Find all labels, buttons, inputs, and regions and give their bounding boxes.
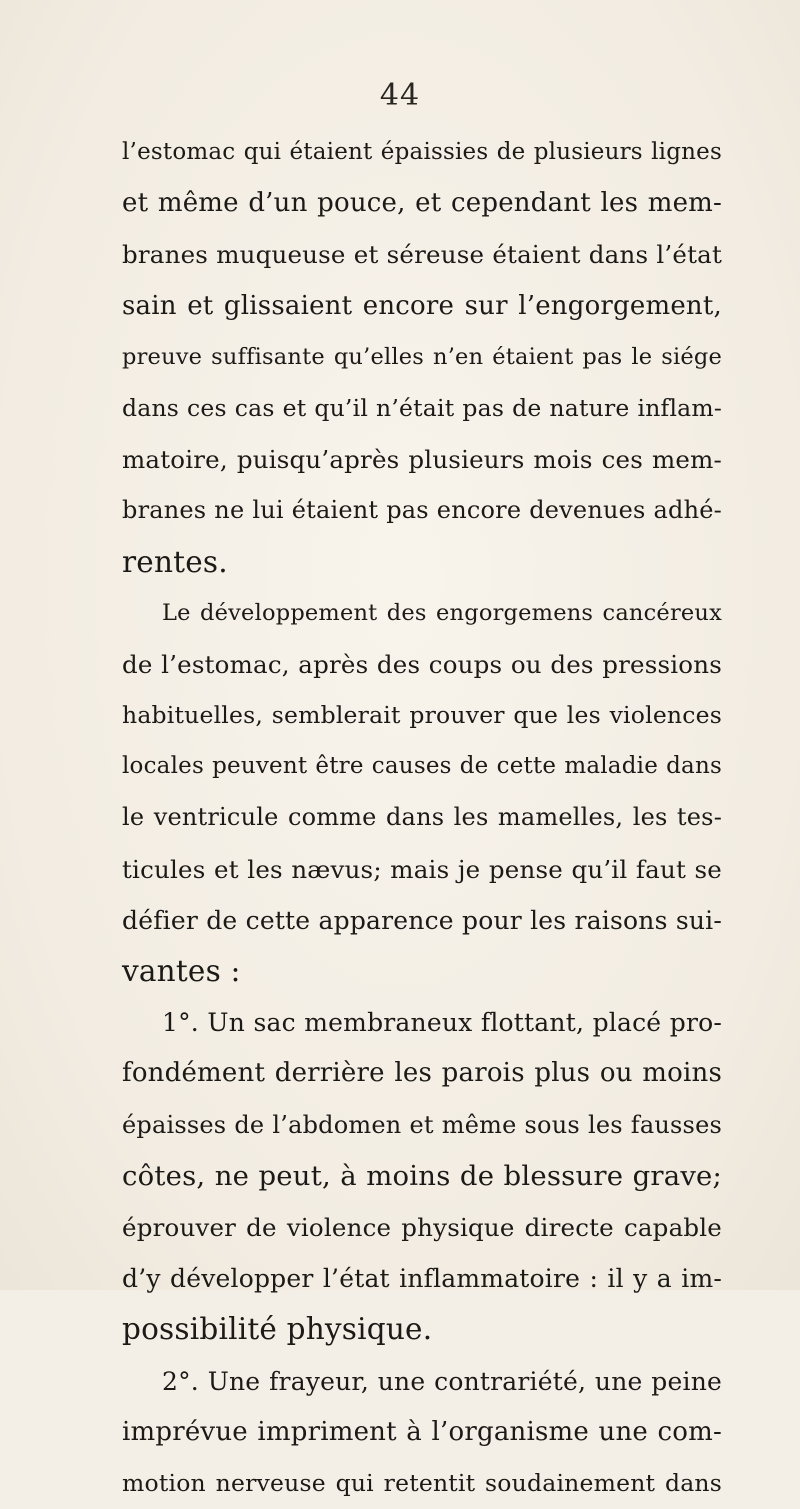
text-line: l’estomac qui étaient épaissies de plusieurs lignes bbox=[122, 139, 722, 165]
text-line: côtes, ne peut, à moins de blessure grave; bbox=[122, 1159, 722, 1192]
text-line: épaisses de l’abdomen et même sous les fausses bbox=[122, 1110, 722, 1139]
page-number: 44 bbox=[379, 78, 421, 113]
text-line: sain et glissaient encore sur l’engorgement, bbox=[122, 290, 722, 321]
text-line: rentes. bbox=[122, 544, 228, 579]
text-line: branes ne lui étaient pas encore devenues adhé- bbox=[122, 496, 722, 525]
text-line: locales peuvent être causes de cette maladie dans bbox=[122, 753, 722, 780]
text-line: fondément derrière les parois plus ou moins bbox=[122, 1058, 722, 1089]
text-line: et même d’un pouce, et cependant les mem- bbox=[122, 188, 722, 219]
text-line: motion nerveuse qui retentit soudainement dans bbox=[122, 1468, 722, 1497]
text-line: le ventricule comme dans les mamelles, les tes- bbox=[122, 803, 722, 832]
text-line: Le développement des engorgemens cancéreux bbox=[162, 599, 722, 626]
text-line: vantes : bbox=[122, 954, 241, 988]
text-line: défier de cette apparence pour les raisons sui- bbox=[122, 905, 722, 935]
text-line: ticules et les nævus; mais je pense qu’il faut se bbox=[122, 854, 722, 884]
text-line: branes muqueuse et séreuse étaient dans l’état bbox=[122, 240, 722, 270]
text-line: possibilité physique. bbox=[122, 1312, 433, 1347]
text-line: imprévue impriment à l’organisme une com- bbox=[122, 1416, 722, 1447]
text-line: de l’estomac, après des coups ou des pressions bbox=[122, 649, 722, 679]
text-line: éprouver de violence physique directe capable bbox=[122, 1212, 722, 1242]
text-line: habituelles, semblerait prouver que les violences bbox=[122, 701, 722, 730]
text-line: 1°. Un sac membraneux flottant, placé pro- bbox=[162, 1008, 722, 1038]
text-line: dans ces cas et qu’il n’était pas de nature inflam- bbox=[122, 393, 722, 422]
text-line: matoire, puisqu’après plusieurs mois ces mem- bbox=[122, 445, 722, 475]
body-text bbox=[122, 127, 722, 1509]
text-line: preuve suffisante qu’elles n’en étaient pas le siége bbox=[122, 343, 722, 370]
text-line: 2°. Une frayeur, une contrariété, une peine bbox=[162, 1366, 722, 1396]
text-line: d’y développer l’état inflammatoire : il y a im- bbox=[122, 1264, 722, 1294]
